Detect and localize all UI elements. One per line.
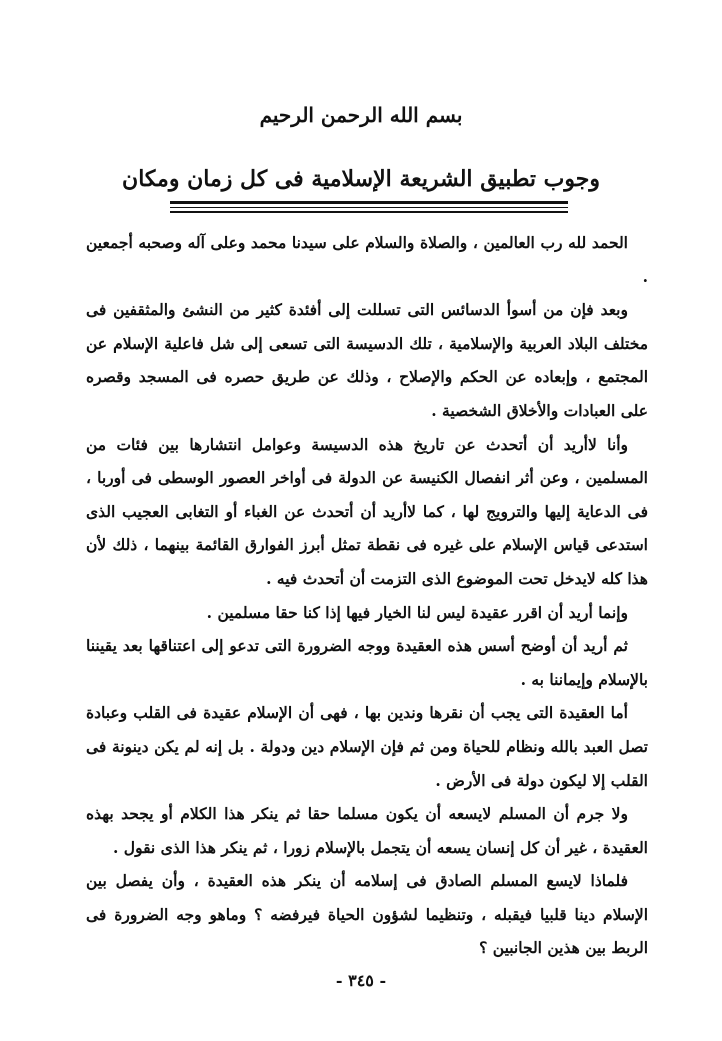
paragraph: ثم أريد أن أوضح أسس هذه العقيدة ووجه الضرورة التى تدعو إلى اعتناقها بعد يقيننا بالإسلام وإيماننا به .	[86, 636, 648, 689]
paragraph: ولا جرم أن المسلم لايسعه أن يكون مسلما حقا ثم ينكر هذا الكلام أو يجحد بهذه العقيدة ، غير أن كل إنسان يسعه أن يتجمل بالإسلام زورا ، ثم ينكر هذا الذى نقول .	[86, 804, 648, 857]
page-title: وجوب تطبيق الشريعة الإسلامية فى كل زمان ومكان	[122, 166, 600, 192]
paragraph: وبعد فإن من أسوأ الدسائس التى تسللت إلى أفئدة كثير من النشئ والمثقفين فى مختلف البلاد العربية والإسلامية ، تلك الدسيسة التى تسعى إلى شل فاعلية الإسلام عن المجتمع ، وإبعاده عن الحكم والإصلاح ، وذلك عن طريق حصره فى المسجد وقصره على العبادات والأخلاق الشخصية .	[86, 300, 648, 420]
paragraph: وأنا لاأريد أن أتحدث عن تاريخ هذه الدسيسة وعوامل انتشارها بين فئات من المسلمين ، وعن أثر انفصال الكنيسة عن الدولة فى أواخر العصور الوسطى فى أوربا ، فى الدعاية إليها والترويج لها ، كما لاأريد أن أتحدث عن الغباء أو التغابى العجيب الذى استدعى قياس الإسلام على غيره فى نقطة تمثل أبرز الفوارق القائمة بينهما ، ذلك لأن هذا كله لايدخل تحت الموضوع الذى التزمت أن أتحدث فيه .	[86, 434, 648, 588]
paragraph: فلماذا لايسع المسلم الصادق فى إسلامه أن ينكر هذه العقيدة ، وأن يفصل بين الإسلام دينا قلبيا فيقبله ، وتنظيما لشؤون الحياة فيرفضه ؟ وماهو وجه الضرورة فى الربط بين هذين الجانبين ؟	[86, 871, 648, 958]
title-underline-thin	[170, 207, 568, 208]
paragraph: وإنما أريد أن اقرر عقيدة ليس لنا الخيار فيها إذا كنا حقا مسلمين .	[206, 602, 628, 622]
page-number: - ٣٤٥ -	[335, 971, 387, 990]
article-body	[86, 226, 648, 965]
basmala-heading: بسم الله الرحمن الرحيم	[259, 103, 463, 127]
title-underline-thick	[170, 201, 568, 204]
paragraph: أما العقيدة التى يجب أن نقرها وندين بها ، فهى أن الإسلام عقيدة فى القلب وعبادة تصل العبد بالله ونظام للحياة ومن ثم فإن الإسلام دين ودولة . بل إنه لم يكن دينونة فى القلب إلا ليكون دولة فى الأرض .	[86, 703, 648, 790]
paragraph-opening: الحمد لله رب العالمين ، والصلاة والسلام على سيدنا محمد وعلى آله وصحبه أجمعين .	[86, 233, 648, 286]
title-underline-bottom	[170, 211, 568, 213]
